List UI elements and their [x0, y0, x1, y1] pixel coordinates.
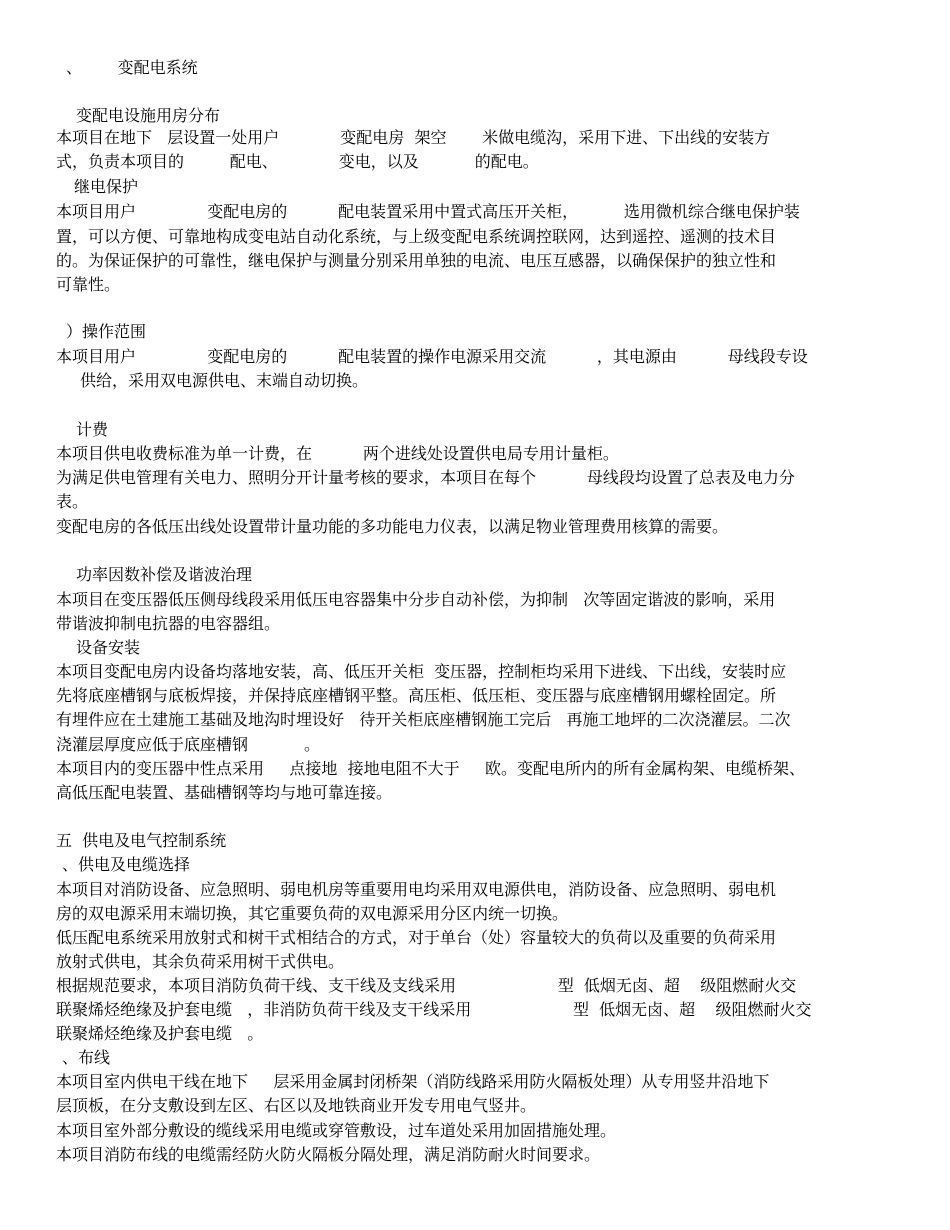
- paragraph-line: 联聚烯烃绝缘及护套电缆 ，非消防负荷干线及支干线采用 型 低烟无卤、超 级阻燃耐火交: [56, 1000, 812, 1019]
- paragraph-line: 层顶板，在分支敷设到左区、右区以及地铁商业开发专用电气竖井。: [56, 1096, 537, 1115]
- paragraph-line: 放射式供电，其余负荷采用树干式供电。: [56, 952, 345, 971]
- paragraph-line: 式，负责本项目的 配电、 变电，以及 的配电。: [56, 152, 539, 171]
- paragraph-line: 本项目内的变压器中性点采用 点接地 接地电阻不大于 欧。变配电所内的所有金属构架、电缆桥架、: [56, 759, 806, 778]
- paragraph-line: 供给，采用双电源供电、末端自动切换。: [80, 371, 369, 390]
- subheading: 变配电设施用房分布: [76, 106, 221, 125]
- paragraph-line: 联聚烯烃绝缘及护套电缆 。: [56, 1024, 264, 1043]
- section-heading: 五 供电及电气控制系统: [56, 831, 227, 850]
- subheading: 、供电及电缆选择: [62, 855, 191, 874]
- paragraph-line: 有埋件应在土建施工基础及地沟时埋设好 待开关柜底座槽钢施工完后 再施工地坪的二次浇灌层。二次: [56, 710, 791, 729]
- paragraph-line: 先将底座槽钢与底板焊接，并保持底座槽钢平整。高压柜、低压柜、变压器与底座槽钢用螺栓固定。所: [56, 686, 777, 705]
- paragraph-line: 置，可以方便、可靠地构成变电站自动化系统，与上级变配电系统调控联网，达到遥控、遥测的技术目: [56, 227, 777, 246]
- paragraph-line: 变配电房的各低压出线处设置带计量功能的多功能电力仪表，以满足物业管理费用核算的需要。: [56, 517, 729, 536]
- paragraph-line: 本项目对消防设备、应急照明、弱电机房等重要用电均采用双电源供电，消防设备、应急照明、弱电机: [56, 880, 777, 899]
- paragraph-line: 根据规范要求，本项目消防负荷干线、支干线及支线采用 型 低烟无卤、超 级阻燃耐火交: [56, 976, 797, 995]
- paragraph-line: 本项目室外部分敷设的缆线采用电缆或穿管敷设，过车道处采用加固措施处理。: [56, 1121, 617, 1140]
- subheading: ）操作范围: [66, 322, 147, 341]
- paragraph-line: 为满足供电管理有关电力、照明分开计量考核的要求，本项目在每个 母线段均设置了总表及电力分: [56, 468, 795, 487]
- paragraph-line: 本项目在地下 层设置一处用户 变配电房 架空 米做电缆沟，采用下进、下出线的安装方: [56, 128, 771, 147]
- subheading: 功率因数补偿及谐波治理: [76, 565, 253, 584]
- paragraph-line: 的。为保证保护的可靠性，继电保护与测量分别采用单独的电流、电压互感器，以确保保护的独立性和: [56, 251, 777, 270]
- paragraph-line: 本项目用户 变配电房的 配电装置采用中置式高压开关柜， 选用微机综合继电保护装: [56, 202, 800, 221]
- paragraph-line: 本项目消防布线的电缆需经防火防火隔板分隔处理，满足消防耐火时间要求。: [56, 1145, 601, 1164]
- paragraph-line: 本项目变配电房内设备均落地安装，高、低压开关柜 变压器，控制柜均采用下进线、下出线，安装时应: [56, 662, 787, 681]
- section-heading: 、 变配电系统: [66, 58, 198, 77]
- paragraph-line: 本项目用户 变配电房的 配电装置的操作电源采用交流 ，其电源由 母线段专设: [56, 347, 808, 366]
- subheading: 计费: [76, 420, 109, 439]
- paragraph-line: 表。: [56, 492, 89, 511]
- subheading: 、布线: [62, 1048, 111, 1067]
- paragraph-line: 高低压配电装置、基础槽钢等均与地可靠连接。: [56, 783, 393, 802]
- paragraph-line: 可靠性。: [56, 275, 121, 294]
- paragraph-line: 浇灌层厚度应低于底座槽钢 。: [56, 735, 320, 754]
- subheading: 继电保护: [74, 177, 139, 196]
- paragraph-line: 房的双电源采用末端切换，其它重要负荷的双电源采用分区内统一切换。: [56, 904, 569, 923]
- subheading: 设备安装: [76, 638, 141, 657]
- paragraph-line: 本项目供电收费标准为单一计费，在 两个进线处设置供电局专用计量柜。: [56, 444, 619, 463]
- paragraph-line: 本项目室内供电干线在地下 层采用金属封闭桥架（消防线路采用防火隔板处理）从专用竖井沿地下: [56, 1072, 770, 1091]
- paragraph-line: 本项目在变压器低压侧母线段采用低压电容器集中分步自动补偿，为抑制 次等固定谐波的影响，采用: [56, 590, 776, 609]
- paragraph-line: 带谐波抑制电抗器的电容器组。: [56, 614, 281, 633]
- paragraph-line: 低压配电系统采用放射式和树干式相结合的方式，对于单台（处）容量较大的负荷以及重要的负荷采用: [56, 928, 777, 947]
